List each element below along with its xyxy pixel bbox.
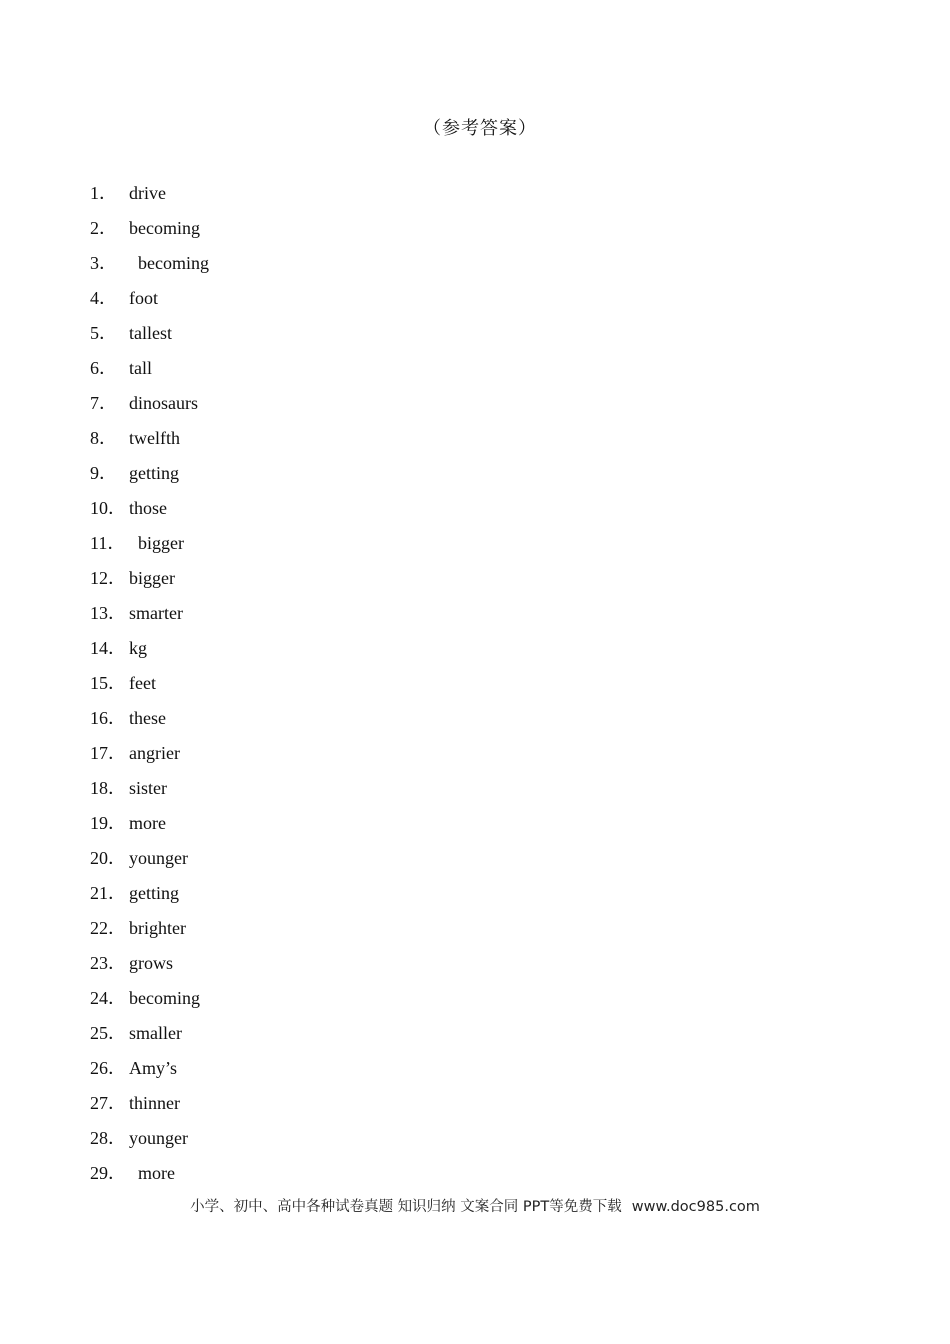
answer-word: getting	[129, 883, 179, 903]
answer-word: tallest	[129, 323, 172, 343]
answer-word: bigger	[129, 568, 175, 588]
answer-word: dinosaurs	[129, 393, 198, 413]
answer-number: 15．	[90, 673, 126, 693]
answer-number: 17．	[90, 743, 126, 763]
page-title: （参考答案）	[423, 118, 537, 138]
answer-number: 26．	[90, 1058, 126, 1078]
answer-word: smarter	[129, 603, 183, 623]
answer-word: smaller	[129, 1023, 182, 1043]
answer-number: 29．	[90, 1163, 126, 1183]
footer	[0, 1195, 950, 1216]
answer-number: 10．	[90, 498, 126, 518]
answer-word: more	[129, 813, 166, 833]
answer-item	[90, 880, 209, 915]
answer-item	[90, 740, 209, 775]
answer-word: more	[138, 1163, 175, 1183]
answer-item	[90, 1125, 209, 1160]
answer-item	[90, 355, 209, 390]
answer-number: 1．	[90, 183, 117, 203]
answer-item	[90, 635, 209, 670]
answer-number: 22．	[90, 918, 126, 938]
answer-number: 28．	[90, 1128, 126, 1148]
answer-item	[90, 180, 209, 215]
answer-word: kg	[129, 638, 147, 658]
answer-item	[90, 495, 209, 530]
answer-item	[90, 810, 209, 845]
answer-number: 5．	[90, 323, 117, 343]
answer-item	[90, 215, 209, 250]
answer-word: becoming	[138, 253, 209, 273]
answer-number: 2．	[90, 218, 117, 238]
footer-text: 小学、初中、高中各种试卷真题 知识归纳 文案合同 PPT等免费下载	[190, 1199, 622, 1215]
answer-number: 19．	[90, 813, 126, 833]
answer-item	[90, 390, 209, 425]
answer-item	[90, 1055, 209, 1090]
answer-item	[90, 670, 209, 705]
answer-word: sister	[129, 778, 167, 798]
answer-item	[90, 915, 209, 950]
answer-item	[90, 845, 209, 880]
answer-word: getting	[129, 463, 179, 483]
answer-number: 23．	[90, 953, 126, 973]
answer-number: 16．	[90, 708, 126, 728]
answer-number: 6．	[90, 358, 117, 378]
answer-item	[90, 460, 209, 495]
answer-number: 8．	[90, 428, 117, 448]
answer-word: foot	[129, 288, 158, 308]
answer-number: 20．	[90, 848, 126, 868]
answer-word: bigger	[138, 533, 184, 553]
answer-item	[90, 1020, 209, 1055]
answer-number: 12．	[90, 568, 126, 588]
answer-number: 13．	[90, 603, 126, 623]
answer-word: becoming	[129, 218, 200, 238]
answer-word: Amy’s	[129, 1058, 178, 1078]
answer-item	[90, 985, 209, 1020]
answer-word: brighter	[129, 918, 186, 938]
answer-item	[90, 1160, 209, 1195]
answer-number: 9．	[90, 463, 117, 483]
answer-item	[90, 530, 209, 565]
answer-number: 4．	[90, 288, 117, 308]
answer-word: these	[129, 708, 166, 728]
answer-item	[90, 705, 209, 740]
answer-word: becoming	[129, 988, 200, 1008]
answer-word: those	[129, 498, 167, 518]
answer-item	[90, 1090, 209, 1125]
answer-number: 27．	[90, 1093, 126, 1113]
answer-number: 21．	[90, 883, 126, 903]
answer-word: younger	[129, 848, 188, 868]
answer-word: angrier	[129, 743, 180, 763]
answer-number: 3．	[90, 253, 117, 273]
answer-item	[90, 425, 209, 460]
answer-item	[90, 600, 209, 635]
answer-word: younger	[129, 1128, 188, 1148]
answer-number: 18．	[90, 778, 126, 798]
answer-item	[90, 565, 209, 600]
answer-item	[90, 250, 209, 285]
answer-list	[90, 180, 209, 1195]
answer-number: 11．	[90, 533, 126, 553]
answer-item	[90, 285, 209, 320]
answer-number: 25．	[90, 1023, 126, 1043]
answer-number: 14．	[90, 638, 126, 658]
answer-number: 7．	[90, 393, 117, 413]
answer-item	[90, 320, 209, 355]
answer-word: tall	[129, 358, 152, 378]
answer-number: 24．	[90, 988, 126, 1008]
answer-item	[90, 775, 209, 810]
answer-word: drive	[129, 183, 166, 203]
answer-word: twelfth	[129, 428, 180, 448]
answer-word: feet	[129, 673, 156, 693]
answer-word: thinner	[129, 1093, 180, 1113]
answer-item	[90, 950, 209, 985]
answer-word: grows	[129, 953, 173, 973]
footer-link[interactable]: www.doc985.com	[631, 1199, 760, 1215]
